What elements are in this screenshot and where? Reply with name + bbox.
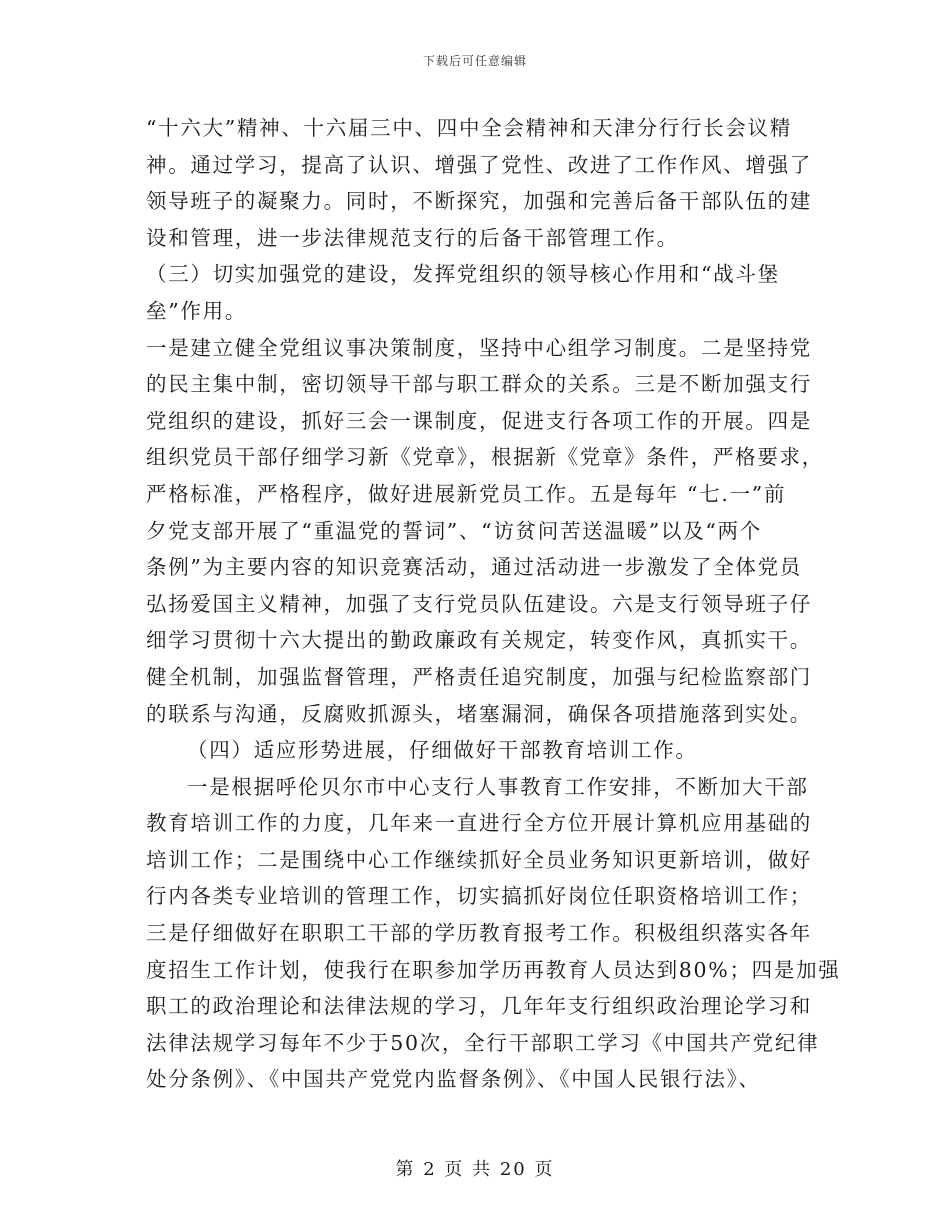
body-line: 职工的政治理论和法律法规的学习，几年年支行组织政治理论学习和 <box>146 994 812 1019</box>
body-line: 教育培训工作的力度，几年来一直进行全方位开展计算机应用基础的 <box>146 811 812 836</box>
body-line: 法律法规学习每年不少于50次，全行干部职工学习《中国共产党纪律 <box>146 1030 820 1055</box>
section-heading: （四）适应形势进展，仔细做好干部教育培训工作。 <box>187 738 698 763</box>
body-line: 行内各类专业培训的管理工作，切实搞抓好岗位任职资格培训工作； <box>146 884 812 909</box>
body-line: 设和管理，进一步法律规范支行的后备干部管理工作。 <box>146 225 679 250</box>
body-line: 的联系与沟通，反腐败抓源头，堵塞漏洞，确保各项措施落到实处。 <box>146 701 812 726</box>
document-body <box>146 110 841 1098</box>
section-heading: （三）切实加强党的建设，发挥党组织的领导核心作用和“战斗堡 <box>146 262 780 287</box>
body-line: 细学习贯彻十六大提出的勤政廉政有关规定，转变作风，真抓实干。 <box>146 628 812 653</box>
body-line: 组织党员干部仔细学习新《党章》，根据新《党章》条件，严格要求， <box>146 445 824 470</box>
body-line: 神。通过学习，提高了认识、增强了党性、改进了工作作风、增强了 <box>146 152 812 177</box>
body-line: 培训工作；二是围绕中心工作继续抓好全员业务知识更新培训，做好 <box>146 847 812 872</box>
body-line: 度招生工作计划，使我行在职参加学历再教育人员达到80%；四是加强 <box>146 957 841 982</box>
body-line: 条例”为主要内容的知识竞赛活动，通过活动进一步激发了全体党员 <box>146 555 802 580</box>
page-number: 第 2 页 共 20 页 <box>395 1159 555 1180</box>
body-line: 夕党支部开展了“重温党的誓词”、“访贫问苦送温暖”以及“两个 <box>146 518 762 543</box>
body-line: “十六大”精神、十六届三中、四中全会精神和天津分行行长会议精 <box>146 116 792 140</box>
body-line: 健全机制，加强监督管理，严格责任追究制度，加强与纪检监察部门 <box>146 664 812 689</box>
body-line: 处分条例》、《中国共产党党内监督条例》、《中国人民银行法》、 <box>146 1067 761 1092</box>
body-line: 领导班子的凝聚力。同时，不断探究，加强和完善后备干部队伍的建 <box>146 189 812 214</box>
page-header: 下载后可任意编辑 <box>422 54 527 68</box>
section-heading: 垒”作用。 <box>146 298 247 323</box>
body-line: 三是仔细做好在职职工干部的学历教育报考工作。积极组织落实各年 <box>146 921 812 946</box>
body-line: 一是根据呼伦贝尔市中心支行人事教育工作安排，不断加大干部 <box>187 774 809 799</box>
body-line: 党组织的建设，抓好三会一课制度，促进支行各项工作的开展。四是 <box>146 408 812 433</box>
body-line: 的民主集中制，密切领导干部与职工群众的关系。三是不断加强支行 <box>146 372 812 397</box>
body-line: 严格标准，严格程序，做好进展新党员工作。五是每年 “七.一”前 <box>146 481 787 506</box>
body-line: 弘扬爱国主义精神，加强了支行党员队伍建设。六是支行领导班子仔 <box>146 591 812 616</box>
body-line: 一是建立健全党组议事决策制度，坚持中心组学习制度。二是坚持党 <box>146 335 812 360</box>
